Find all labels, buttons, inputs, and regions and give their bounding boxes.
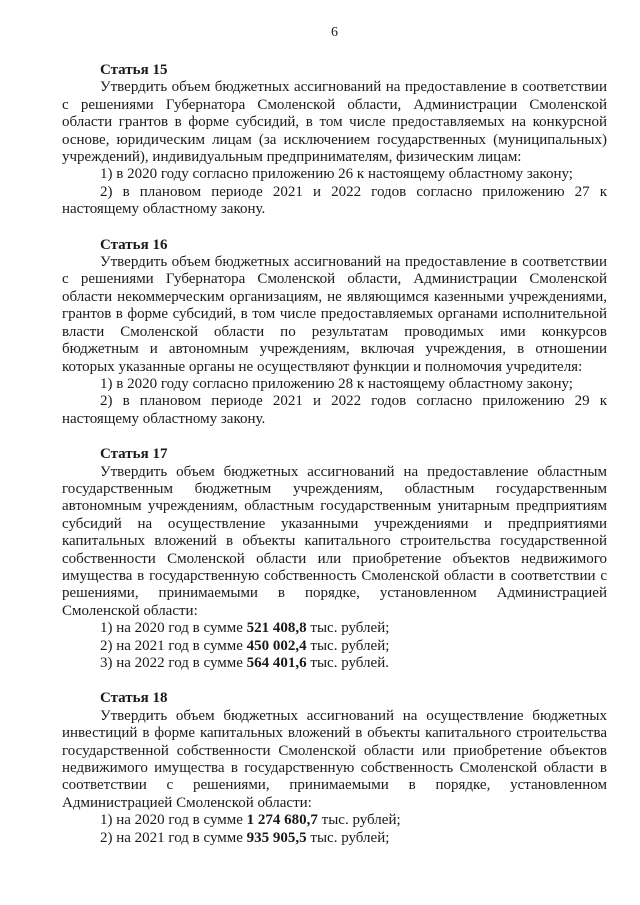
- text-line: Утвердить объем бюджетных ассигнований на осуществление бюджетных: [100, 707, 607, 724]
- text-line: области грантов в форме субсидий, в том числе предоставляемых на конкурсной: [62, 114, 607, 131]
- text-line: субсидий на осуществление указанными учреждениями и предприятиями: [62, 515, 607, 532]
- text-line: имущества в государственную собственность Смоленской области в соответствии с: [62, 567, 607, 584]
- amount-suffix: тыс. рублей;: [317, 812, 401, 829]
- list-item: [62, 620, 607, 637]
- amount-prefix: 1) на 2020 год в сумме: [100, 620, 247, 637]
- article-heading: Статья 17: [100, 446, 168, 463]
- text-line: Смоленской области:: [62, 602, 198, 619]
- amount-value: 450 002,4: [246, 637, 307, 654]
- list-item: [62, 830, 607, 847]
- text-line: Утвердить объем бюджетных ассигнований на предоставление в соответствии: [100, 254, 607, 271]
- amount-prefix: 2) на 2021 год в сумме: [100, 637, 247, 654]
- list-item: [62, 393, 607, 428]
- text-line: Администрацией Смоленской области:: [62, 794, 312, 811]
- list-item: [62, 812, 607, 829]
- amount-value: 935 905,5: [246, 829, 307, 846]
- list-item: [62, 638, 607, 655]
- article-text: [62, 79, 607, 166]
- text-line: бюджетным и автономным учреждениям, включая учреждения, в отношении: [62, 341, 607, 358]
- article-heading: Статья 16: [100, 236, 168, 253]
- text-line: грантов в форме субсидий, в том числе предоставляемых органами исполнительной: [62, 306, 607, 323]
- text-line: капитальных вложений в объекты капитального строительства государственной: [62, 533, 607, 550]
- text-line: [62, 638, 607, 655]
- text-line: инвестиций в форме капитальных вложений в объекты капитального строительства: [62, 725, 607, 742]
- article-heading: Статья 18: [100, 690, 168, 707]
- article-section: [62, 62, 607, 219]
- document-body: [62, 62, 607, 847]
- text-line: с решениями Губернатора Смоленской области, Администрации Смоленской: [62, 271, 607, 288]
- text-line: Утвердить объем бюджетных ассигнований на предоставление в соответствии: [100, 79, 607, 96]
- text-line: автономным учреждениям, областным государственным унитарным предприятиям: [62, 498, 607, 515]
- text-line: соответствии с решениями, принимаемыми в порядке, установленном: [62, 777, 607, 794]
- text-line: власти Смоленской области по результатам проводимых ими конкурсов: [62, 323, 607, 340]
- amount-prefix: 2) на 2021 год в сумме: [100, 829, 247, 846]
- article-section: [62, 446, 607, 672]
- amount-suffix: тыс. рублей;: [306, 829, 390, 846]
- text-line: с решениями Губернатора Смоленской области, Администрации Смоленской: [62, 96, 607, 113]
- text-line: [62, 620, 607, 637]
- list-item: [62, 166, 607, 183]
- text-line: 1) в 2020 году согласно приложению 28 к настоящему областному закону;: [100, 375, 573, 392]
- article-text: [62, 464, 607, 621]
- text-line: недвижимого имущества в государственную собственность Смоленской области в: [62, 760, 607, 777]
- amount-value: 1 274 680,7: [246, 812, 318, 829]
- text-line: собственности Смоленской области или приобретение объектов недвижимого: [62, 550, 607, 567]
- article-text: [62, 254, 607, 376]
- text-line: 2) в плановом периоде 2021 и 2022 годов согласно приложению 29 к: [100, 393, 607, 410]
- text-line: [62, 830, 607, 847]
- list-item: [62, 655, 607, 672]
- page-number: 6: [331, 25, 338, 40]
- text-line: Утвердить объем бюджетных ассигнований на предоставление областным: [100, 463, 607, 480]
- text-line: области некоммерческим организациям, не являющимся казенными учреждениями,: [62, 288, 607, 305]
- list-item: [62, 184, 607, 219]
- amount-suffix: тыс. рублей;: [306, 637, 390, 654]
- amount-suffix: тыс. рублей;: [306, 620, 390, 637]
- text-line: [62, 812, 607, 829]
- text-line: государственным бюджетным учреждениям, областным государственным: [62, 480, 607, 497]
- text-line: основе, юридическим лицам (за исключением государственных (муниципальных): [62, 131, 607, 148]
- text-line: государственной собственности Смоленской области или приобретение объектов: [62, 742, 607, 759]
- text-line: учреждений), индивидуальным предпринимателям, физическим лицам:: [62, 149, 522, 166]
- amount-value: 564 401,6: [246, 655, 307, 671]
- article-section: [62, 237, 607, 428]
- article-section: [62, 690, 607, 847]
- text-line: настоящему областному закону.: [62, 201, 266, 218]
- article-heading: Статья 15: [100, 62, 168, 78]
- amount-value: 521 408,8: [246, 620, 307, 637]
- list-item: [62, 376, 607, 393]
- amount-suffix: тыс. рублей.: [306, 655, 389, 671]
- article-text: [62, 708, 607, 812]
- text-line: решениями, принимаемыми в порядке, установленном Администрацией: [62, 585, 607, 602]
- text-line: 1) в 2020 году согласно приложению 26 к настоящему областному закону;: [100, 166, 573, 183]
- text-line: 2) в плановом периоде 2021 и 2022 годов согласно приложению 27 к: [100, 183, 607, 200]
- text-line: [62, 655, 607, 672]
- amount-prefix: 3) на 2022 год в сумме: [100, 655, 247, 671]
- amount-prefix: 1) на 2020 год в сумме: [100, 812, 247, 829]
- text-line: настоящему областному закону.: [62, 410, 266, 427]
- text-line: которых указанные органы не осуществляют функции и полномочия учредителя:: [62, 358, 583, 375]
